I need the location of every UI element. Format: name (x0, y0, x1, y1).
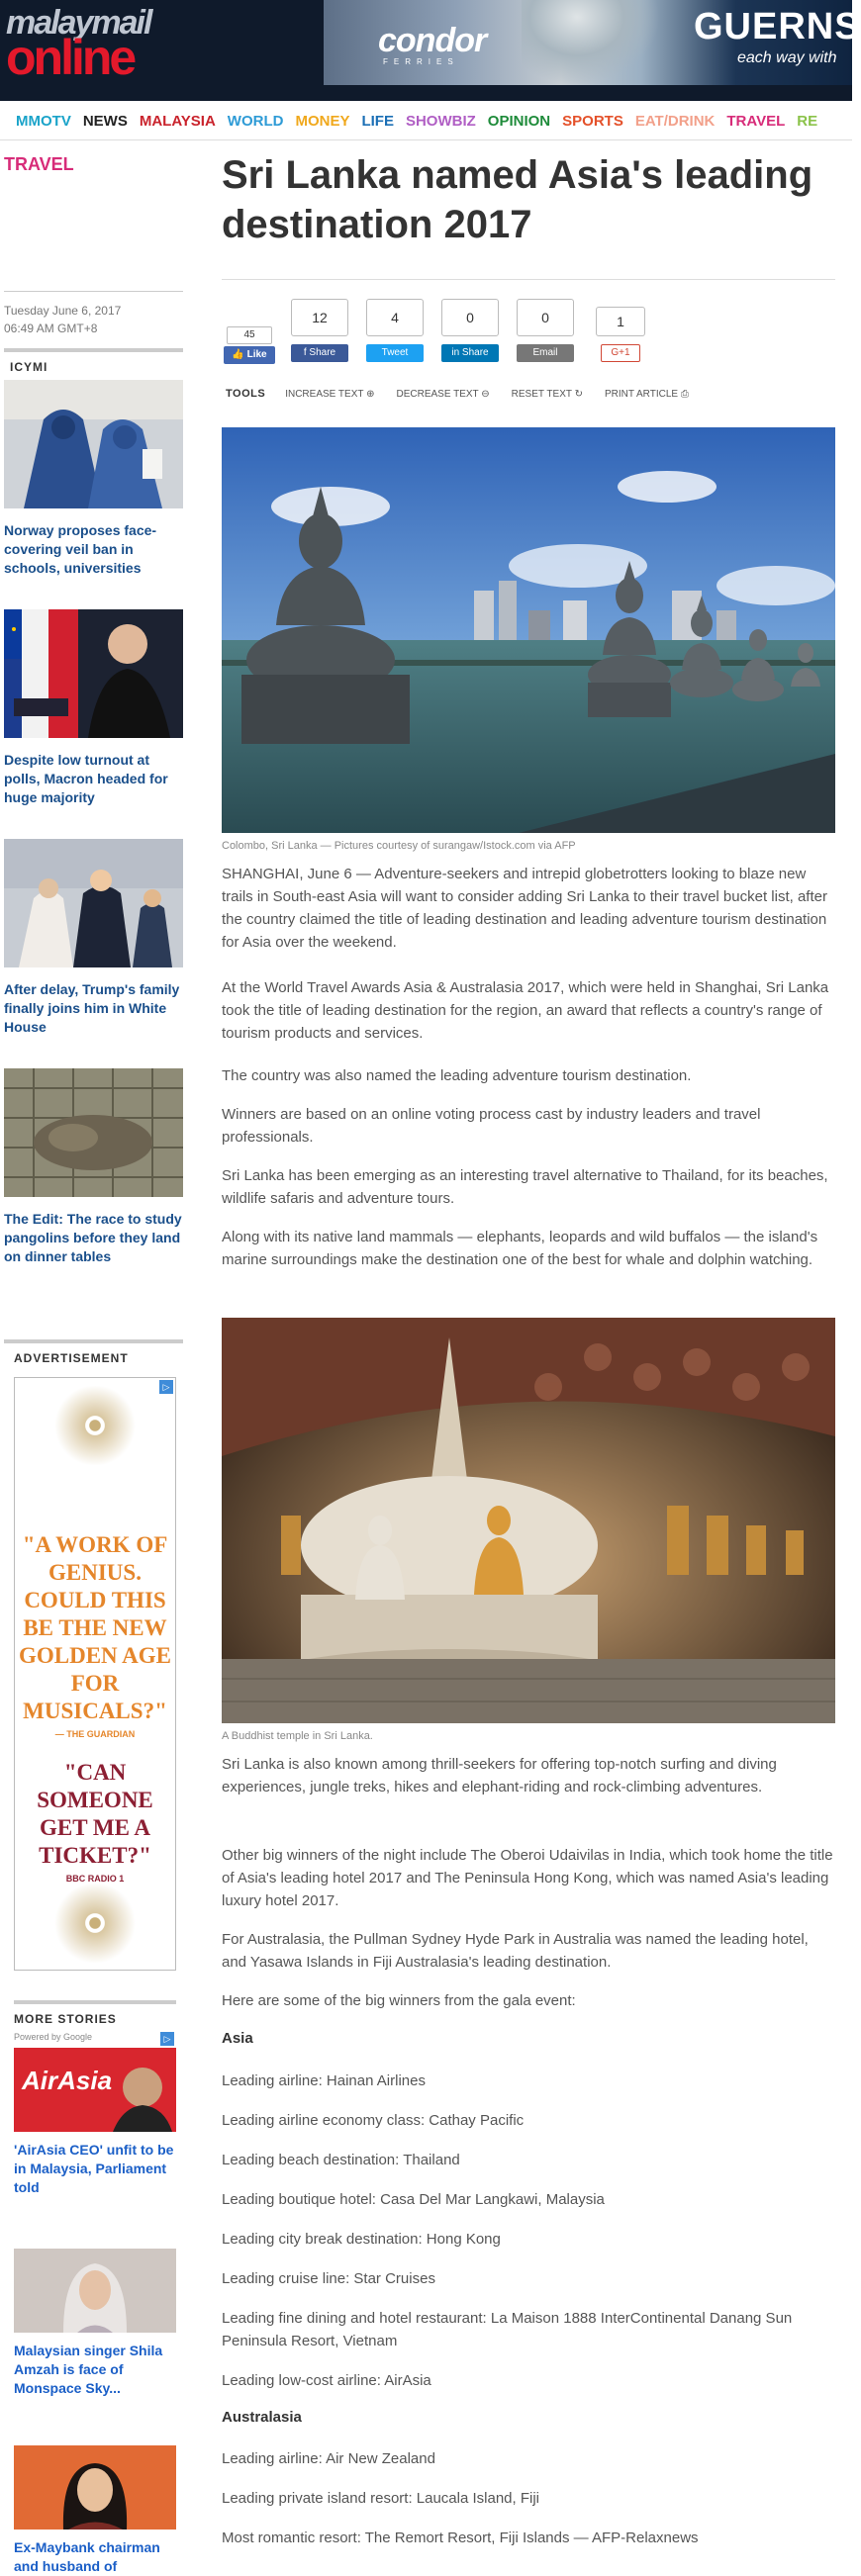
icymi-caption-2[interactable]: Despite low turnout at polls, Macron headed for huge majority (4, 752, 168, 805)
icymi-thumb-4[interactable] (4, 1068, 183, 1197)
icymi-caption-3[interactable]: After delay, Trump's family finally joins him in White House (4, 981, 180, 1035)
nav-item-malaysia[interactable]: MALAYSIA (139, 113, 216, 130)
ad-sunburst-top (15, 1378, 175, 1472)
divider (4, 348, 183, 352)
paragraph-8: Other big winners of the night include The Oberoi Udaivilas in India, which took home the title of Asia's leading hotel 2017 and The Peninsula Hong Kong, which was named Asia's leading luxury hotel 2017. (222, 1847, 833, 1909)
more-caption-1[interactable]: 'AirAsia CEO' unfit to be in Malaysia, Parliament told (14, 2142, 174, 2195)
nav-item-travel[interactable]: TRAVEL (726, 113, 786, 130)
more-thumb-2[interactable] (14, 2249, 176, 2333)
more-story-3[interactable] (14, 2445, 176, 2576)
advertisement-heading: ADVERTISEMENT (14, 1351, 129, 1365)
icymi-caption-1[interactable]: Norway proposes face-covering veil ban in schools, universities (4, 522, 157, 576)
zoom-in-icon: ⊕ (366, 388, 375, 400)
asia-winner-1: Leading airline: Hainan Airlines (222, 2072, 426, 2089)
article-headline: Sri Lanka named Asia's leading destination 2017 (222, 153, 813, 246)
fb-like-button[interactable] (224, 346, 275, 364)
article-date-time: 06:49 AM GMT+8 (4, 322, 98, 335)
ad-source-2: BBC RADIO 1 (65, 1874, 125, 1884)
icymi-story-1[interactable] (4, 380, 183, 578)
sidebar-ad[interactable] (14, 1377, 176, 1971)
divider (222, 279, 835, 280)
paragraph-4: Winners are based on an online voting process cast by industry leaders and travel professionals. (222, 1106, 761, 1146)
more-caption-2[interactable]: Malaysian singer Shila Amzah is face of Monspace Sky... (14, 2343, 163, 2396)
icymi-heading: ICYMI (10, 360, 48, 374)
nav-item-mmotv[interactable]: MMOTV (16, 113, 71, 130)
section-label[interactable]: TRAVEL (4, 154, 74, 174)
article-date (4, 291, 183, 337)
thumbs-up-icon: 👍 (232, 349, 244, 360)
paragraph-6: Along with its native land mammals — elephants, leopards and wild buffalos — the island's marine surroundings make the destination one of the best for whale and dolphin watching. (222, 1229, 818, 1268)
printer-icon: ⎙ (680, 388, 689, 400)
article-date-day: Tuesday June 6, 2017 (4, 304, 122, 318)
banner-brand: condor (378, 22, 487, 59)
icymi-story-3[interactable] (4, 839, 183, 1037)
email-share-count: 0 (517, 299, 574, 336)
nav-list (0, 101, 852, 130)
asia-winner-3: Leading beach destination: Thailand (222, 2152, 460, 2168)
main-nav (0, 101, 852, 140)
paragraph-10: Here are some of the big winners from the gala event: (222, 1992, 576, 2009)
nav-item-eat-drink[interactable]: EAT/DRINK (634, 113, 716, 130)
asia-winner-6: Leading cruise line: Star Cruises (222, 2270, 435, 2287)
increase-text-button[interactable]: INCREASE TEXT ⊕ (285, 388, 375, 400)
airasia-logo-text: AirAsia (22, 2066, 113, 2095)
asia-heading: Asia (222, 2030, 253, 2047)
gplus-count: 1 (596, 307, 645, 336)
more-story-1[interactable] (14, 2048, 176, 2197)
divider (4, 1339, 183, 1343)
linkedin-share-count: 0 (441, 299, 499, 336)
temple-image[interactable] (222, 1318, 835, 1723)
facebook-like-widget[interactable] (224, 326, 275, 364)
more-caption-3[interactable]: Ex-Maybank chairman and husband of (14, 2539, 160, 2574)
banner-title: GUERNS (694, 6, 861, 47)
fb-like-label: Like (246, 349, 267, 360)
adchoices-icon[interactable]: ▷ (159, 1380, 173, 1394)
gplus-button[interactable]: G+1 (601, 344, 640, 362)
hero-image[interactable] (222, 427, 835, 833)
site-header (0, 0, 861, 101)
print-article-button[interactable]: PRINT ARTICLE ⎙ (604, 388, 689, 400)
nav-item-sports[interactable]: SPORTS (562, 113, 623, 130)
asia-winner-7: Leading fine dining and hotel restaurant: La Maison 1888 InterContinental Danang Sun Peninsula Resort, Vietnam (222, 2310, 793, 2349)
asia-winner-8: Leading low-cost airline: AirAsia (222, 2372, 431, 2389)
reset-text-button[interactable]: RESET TEXT ↻ (511, 388, 583, 400)
more-thumb-1[interactable] (14, 2048, 176, 2132)
article-tools (226, 388, 711, 400)
asia-winner-2: Leading airline economy class: Cathay Pacific (222, 2112, 525, 2129)
icymi-thumb-2[interactable] (4, 609, 183, 738)
linkedin-share[interactable] (441, 299, 499, 362)
nav-item-re[interactable]: RE (797, 113, 818, 130)
logo-line-2: online (6, 30, 135, 85)
divider (14, 2000, 176, 2004)
ad-quote-2: "CAN SOMEONE GET ME A TICKET?" (37, 1760, 153, 1868)
powered-by-google: Powered by Google (14, 2032, 93, 2042)
facebook-share-button[interactable]: f Share (291, 344, 348, 362)
paragraph-1: SHANGHAI, June 6 — Adventure-seekers and intrepid globetrotters looking to blaze new trails in South-east Asia will want to consider adding Sri Lanka to their travel bucket list, after the country claimed the title of leading destination and leading adventure tourism destination for Asia over the weekend. (222, 866, 827, 951)
linkedin-share-button[interactable]: in Share (441, 344, 499, 362)
ad-quote-1: "A WORK OF GENIUS. COULD THIS BE THE NEW GOLDEN AGE FOR MUSICALS?" (18, 1532, 171, 1723)
australasia-winner-3: Most romantic resort: The Remort Resort, Fiji Islands — AFP-Relaxnews (222, 2530, 699, 2546)
icymi-story-4[interactable] (4, 1068, 183, 1266)
facebook-share-count: 12 (291, 299, 348, 336)
icymi-thumb-1[interactable] (4, 380, 183, 508)
facebook-share[interactable] (291, 299, 348, 362)
icymi-thumb-3[interactable] (4, 839, 183, 967)
decrease-text-button[interactable]: DECREASE TEXT ⊖ (396, 388, 490, 400)
paragraph-9: For Australasia, the Pullman Sydney Hyde Park in Australia was named the leading hotel, and Yasawa Islands in Fiji Australasia's leading destination. (222, 1931, 809, 1971)
icymi-story-2[interactable] (4, 609, 183, 807)
tweet-button[interactable]: Tweet (366, 344, 424, 362)
site-logo[interactable] (6, 6, 179, 83)
asia-winner-4: Leading boutique hotel: Casa Del Mar Langkawi, Malaysia (222, 2191, 605, 2208)
paragraph-5: Sri Lanka has been emerging as an interesting travel alternative to Thailand, for its beaches, wildlife safaris and adventure tours. (222, 1167, 828, 1207)
tools-label: TOOLS (226, 388, 266, 400)
google-plus-share[interactable] (596, 307, 645, 362)
more-story-2[interactable] (14, 2249, 176, 2398)
ad-sunburst-bottom (15, 1876, 175, 1970)
email-share[interactable] (517, 299, 574, 362)
temple-caption: A Buddhist temple in Sri Lanka. (222, 1730, 373, 1742)
icymi-caption-4[interactable]: The Edit: The race to study pangolins before they land on dinner tables (4, 1211, 182, 1264)
twitter-share[interactable] (366, 299, 424, 362)
zoom-out-icon: ⊖ (481, 388, 490, 400)
paragraph-7: Sri Lanka is also known among thrill-seekers for offering top-notch surfing and diving experiences, jungle treks, hikes and elephant-riding and rock-climbing adventures. (222, 1756, 777, 1795)
fb-like-count: 45 (227, 326, 272, 344)
nav-item-money[interactable]: MONEY (295, 113, 350, 130)
ad-source-1: — THE GUARDIAN (54, 1729, 136, 1739)
paragraph-2: At the World Travel Awards Asia & Australasia 2017, which were held in Shanghai, Sri Lanka took the title of leading destination for the region, an award that reflects a country's range of tourism products and services. (222, 979, 829, 1042)
email-share-button[interactable]: Email (517, 344, 574, 362)
banner-subtitle: each way with (737, 49, 837, 66)
adchoices-icon[interactable]: ▷ (160, 2032, 174, 2046)
hero-caption: Colombo, Sri Lanka — Pictures courtesy of surangaw/Istock.com via AFP (222, 840, 576, 852)
twitter-share-count: 4 (366, 299, 424, 336)
nav-item-opinion[interactable]: OPINION (487, 113, 551, 130)
nav-item-showbiz[interactable]: SHOWBIZ (405, 113, 476, 130)
asia-winner-5: Leading city break destination: Hong Kong (222, 2231, 501, 2248)
nav-item-life[interactable]: LIFE (361, 113, 394, 130)
paragraph-3: The country was also named the leading adventure tourism destination. (222, 1067, 692, 1084)
nav-item-world[interactable]: WORLD (227, 113, 284, 130)
banner-landscape (522, 0, 660, 85)
refresh-icon: ↻ (574, 388, 583, 400)
logo-line-1: malaymail (6, 4, 151, 42)
more-stories-heading: MORE STORIES (14, 2012, 117, 2026)
more-thumb-3[interactable] (14, 2445, 176, 2530)
australasia-winner-1: Leading airline: Air New Zealand (222, 2450, 435, 2467)
australasia-heading: Australasia (222, 2409, 302, 2426)
nav-item-news[interactable]: NEWS (82, 113, 128, 130)
australasia-winner-2: Leading private island resort: Laucala Island, Fiji (222, 2490, 540, 2507)
banner-brand-sub: FERRIES (383, 57, 459, 66)
banner-ad[interactable] (324, 0, 861, 85)
